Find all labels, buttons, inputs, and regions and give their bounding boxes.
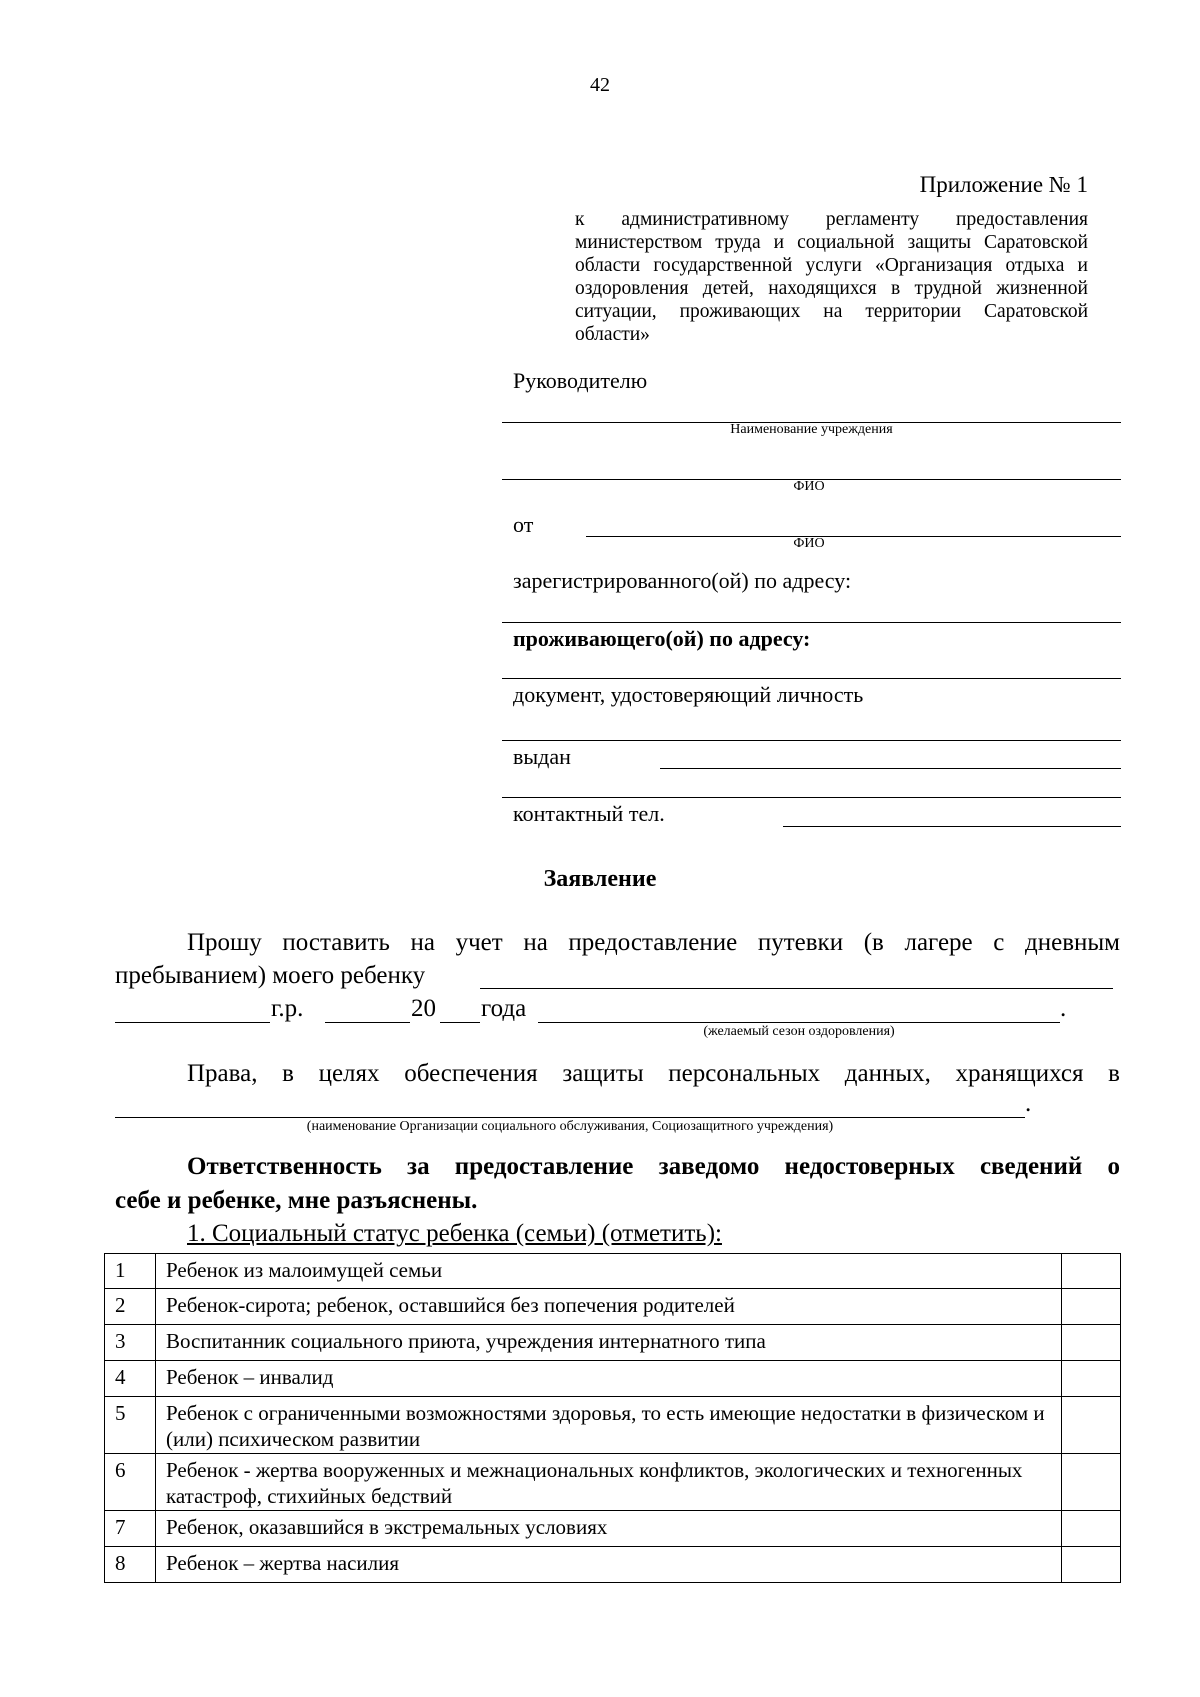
registered-address-line[interactable] bbox=[502, 622, 1121, 623]
row-number: 6 bbox=[105, 1454, 156, 1511]
row-text: Ребенок – инвалид bbox=[156, 1361, 1062, 1397]
child-name-line[interactable] bbox=[480, 988, 1113, 989]
appendix-line: к административному регламенту предоставления bbox=[575, 209, 1088, 230]
table-row bbox=[105, 1511, 1121, 1547]
responsibility-line-2: себе и ребенке, мне разъяснены. bbox=[115, 1187, 478, 1214]
year-prefix: 20 bbox=[411, 995, 436, 1022]
residing-address-label: проживающего(ой) по адресу: bbox=[513, 626, 811, 651]
appendix-line: ситуации, проживающих на территории Саратовской области» bbox=[575, 301, 1088, 345]
row-text: Ребенок-сирота; ребенок, оставшийся без попечения родителей bbox=[156, 1289, 1062, 1325]
addressee-label: Руководителю bbox=[513, 368, 648, 393]
season-caption: (желаемый сезон оздоровления) bbox=[703, 1024, 895, 1039]
applicant-fio-caption: ФИО bbox=[793, 536, 825, 551]
row-number: 4 bbox=[105, 1361, 156, 1397]
year-suffix-line[interactable] bbox=[440, 1022, 480, 1023]
status-heading: 1. Социальный статус ребенка (семьи) (отметить): bbox=[187, 1220, 722, 1247]
year-label: года bbox=[481, 995, 527, 1022]
issued-label: выдан bbox=[513, 744, 571, 769]
appendix-line: области государственной услуги «Организация отдыха и bbox=[575, 255, 1088, 276]
row-checkbox[interactable] bbox=[1062, 1361, 1121, 1397]
institution-caption: Наименование учреждения bbox=[730, 422, 893, 437]
responsibility-line-1: Ответственность за предоставление заведомо недостоверных сведений о bbox=[187, 1153, 1120, 1180]
table-row bbox=[105, 1289, 1121, 1325]
row-checkbox[interactable] bbox=[1062, 1289, 1121, 1325]
row-number: 7 bbox=[105, 1511, 156, 1547]
table-row bbox=[105, 1454, 1121, 1511]
social-status-table bbox=[104, 1253, 1121, 1583]
season-line[interactable] bbox=[538, 1022, 1060, 1023]
row-checkbox[interactable] bbox=[1062, 1325, 1121, 1361]
residing-address-line[interactable] bbox=[502, 678, 1121, 679]
rights-period: . bbox=[1025, 1090, 1032, 1117]
id-document-label: документ, удостоверяющий личность bbox=[513, 682, 864, 707]
rights-line: Права, в целях обеспечения защиты персональных данных, хранящихся в bbox=[187, 1060, 1120, 1087]
birth-year-line[interactable] bbox=[325, 1022, 410, 1023]
row-number: 5 bbox=[105, 1397, 156, 1454]
id-document-line[interactable] bbox=[502, 740, 1121, 741]
table-row bbox=[105, 1325, 1121, 1361]
table-row bbox=[105, 1547, 1121, 1583]
statement-line-2: пребыванием) моего ребенку bbox=[115, 962, 426, 989]
organization-line[interactable] bbox=[115, 1117, 1025, 1118]
row-number: 3 bbox=[105, 1325, 156, 1361]
row-text: Ребенок, оказавшийся в экстремальных условиях bbox=[156, 1511, 1062, 1547]
row-checkbox[interactable] bbox=[1062, 1511, 1121, 1547]
table-row bbox=[105, 1361, 1121, 1397]
page-number: 42 bbox=[590, 74, 610, 96]
appendix-title: Приложение № 1 bbox=[919, 172, 1088, 197]
issued-line-2[interactable] bbox=[502, 797, 1121, 798]
row-text: Ребенок с ограниченными возможностями здоровья, то есть имеющие недостатки в физическом и (или) психическом развитии bbox=[156, 1397, 1062, 1454]
phone-label: контактный тел. bbox=[513, 801, 665, 826]
period-mark: . bbox=[1060, 995, 1067, 1022]
table-row bbox=[105, 1254, 1121, 1289]
birth-year-label: г.р. bbox=[271, 995, 304, 1022]
row-number: 8 bbox=[105, 1547, 156, 1583]
row-text: Ребенок из малоимущей семьи bbox=[156, 1254, 1062, 1289]
row-text: Воспитанник социального приюта, учреждения интернатного типа bbox=[156, 1325, 1062, 1361]
row-text: Ребенок – жертва насилия bbox=[156, 1547, 1062, 1583]
issued-line[interactable] bbox=[660, 768, 1121, 769]
row-number: 2 bbox=[105, 1289, 156, 1325]
row-checkbox[interactable] bbox=[1062, 1254, 1121, 1289]
row-number: 1 bbox=[105, 1254, 156, 1289]
row-checkbox[interactable] bbox=[1062, 1397, 1121, 1454]
appendix-line: оздоровления детей, находящихся в трудной жизненной bbox=[575, 278, 1088, 299]
from-label: от bbox=[513, 512, 534, 537]
phone-line[interactable] bbox=[783, 826, 1121, 827]
appendix-line: министерством труда и социальной защиты Саратовской bbox=[575, 232, 1088, 253]
statement-title: Заявление bbox=[543, 866, 657, 892]
row-checkbox[interactable] bbox=[1062, 1547, 1121, 1583]
registered-address-label: зарегистрированного(ой) по адресу: bbox=[513, 568, 852, 593]
statement-line-1: Прошу поставить на учет на предоставление путевки (в лагере с дневным bbox=[187, 929, 1120, 956]
row-checkbox[interactable] bbox=[1062, 1454, 1121, 1511]
fio-caption: ФИО bbox=[793, 479, 825, 494]
birth-date-line[interactable] bbox=[115, 1022, 270, 1023]
organization-caption: (наименование Организации социального обслуживания, Социозащитного учреждения) bbox=[306, 1119, 834, 1134]
appendix-description bbox=[575, 208, 1088, 346]
row-text: Ребенок - жертва вооруженных и межнациональных конфликтов, экологических и техногенных катастроф, стихийных бедствий bbox=[156, 1454, 1062, 1511]
table-row bbox=[105, 1397, 1121, 1454]
